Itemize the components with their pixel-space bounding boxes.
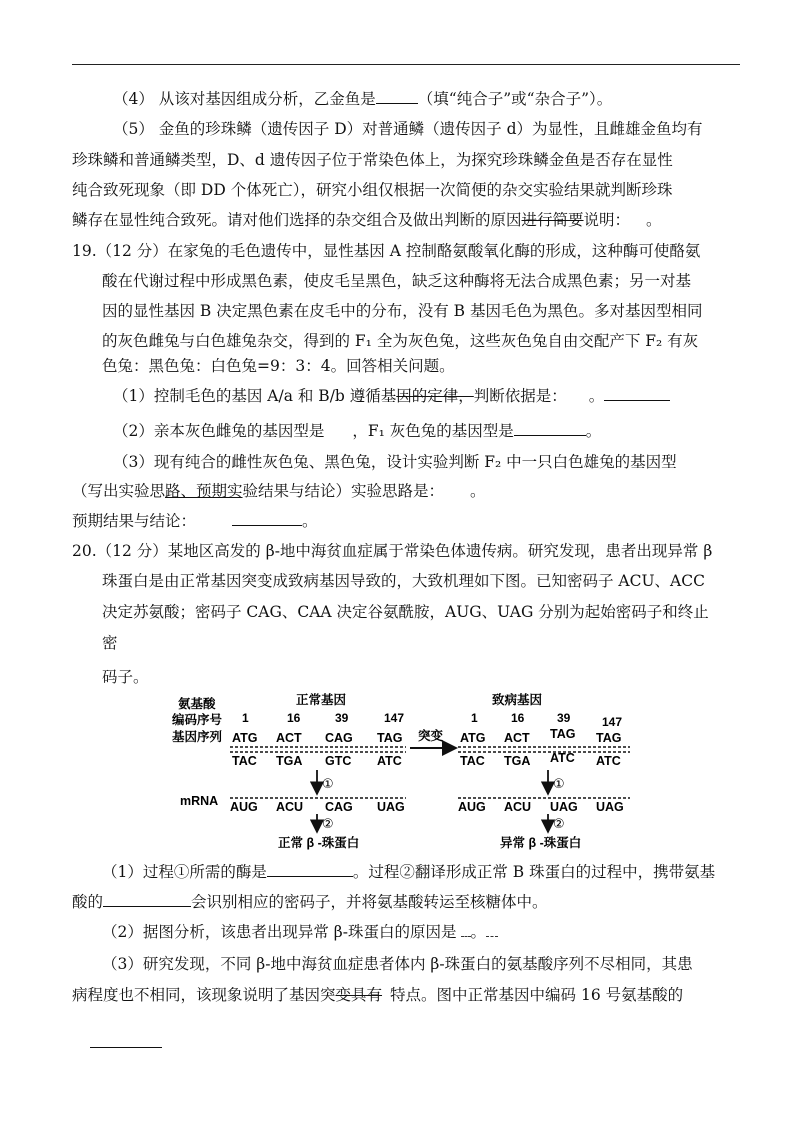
pos-normal-147: 147 xyxy=(384,711,405,725)
mutation-label: 突变 xyxy=(418,729,444,743)
q20-sub1-line2: 酸的 会识别相应的密码子，并将氨基酸转运至核糖体中。 xyxy=(72,893,548,911)
q18-part4: （4） 从该对基因组成分析，乙金鱼是 （填“纯合子”或“杂合子”）。 xyxy=(113,90,613,108)
q20-sub1-line1: （1）过程①所需的酶是 。过程②翻译形成正常 B 珠蛋白的过程中，携带氨基 xyxy=(102,863,716,881)
answer-blank[interactable] xyxy=(232,511,302,526)
pos-mutant-39: 39 xyxy=(557,711,571,725)
q20-stem-line2: 珠蛋白是由正常基因突变成致病基因导致的，大致机理如下图。已知密码子 ACU、ACC xyxy=(102,572,705,590)
q20-sub2: （2）据图分析，该患者出现异常 β-珠蛋白的原因是 。 xyxy=(102,922,498,942)
step2-normal: ② xyxy=(322,816,334,831)
q20-stem-line1: 20.（12 分）某地区高发的 β-地中海贫血症属于常染色体遗传病。研究发现，患者出现异常 β xyxy=(72,542,713,560)
q19-stem-line4: 的灰色雌兔与白色雄兔杂交，得到的 F₁ 全为灰色兔，这些灰色兔自由交配产下 F₂ 有灰 xyxy=(102,332,699,350)
mutant-top-codon: ACT xyxy=(504,731,530,745)
q19-sub1: （1）控制毛色的基因 A/a 和 B/b 遵循基因的定律，判断依据是： 。 xyxy=(113,386,670,406)
q19-stem-line1: 19.（12 分）在家兔的毛色遗传中，显性基因 A 控制酪氨酸氧化酶的形成，这种酶可使酪氨 xyxy=(72,242,701,260)
q19-stem-line2: 酸在代谢过程中形成黑色素，使皮毛呈黑色，缺乏这种酶将无法合成黑色素；另一对基 xyxy=(102,272,692,290)
answer-blank[interactable] xyxy=(376,89,418,104)
pos-normal-39: 39 xyxy=(335,711,349,725)
step1-normal: ① xyxy=(322,776,334,791)
q19-sub3-line3: 预期结果与结论： 。 xyxy=(72,512,318,530)
mutant-mrna-codon: UAG xyxy=(550,800,578,814)
q19-stem-line3: 因的显性基因 B 决定黑色素在皮毛中的分布，没有 B 基因毛色为黑色。多对基因型相同 xyxy=(102,302,703,320)
mutant-bottom-codon: ATC xyxy=(550,751,575,765)
answer-blank[interactable] xyxy=(324,422,352,436)
mutant-bottom-codon: TAC xyxy=(460,754,485,768)
mutant-bottom-codon: ATC xyxy=(596,754,621,768)
q18-part5-line3: 纯合致死现象（即 DD 个体死亡），研究小组仅根据一次简便的杂交实验结果就判断珍珠 xyxy=(72,181,673,199)
mutant-gene-title: 致病基因 xyxy=(492,693,543,707)
pos-mutant-16: 16 xyxy=(511,711,525,725)
answer-blank[interactable] xyxy=(103,892,191,907)
footnote-rule xyxy=(90,1047,162,1048)
q18-part5-line1: （5） 金鱼的珍珠鳞（遗传因子 D）对普通鳞（遗传因子 d）为显性，且雌雄金鱼均有 xyxy=(113,120,703,138)
step2-mutant: ② xyxy=(553,816,565,831)
normal-top-codon: CAG xyxy=(325,731,353,745)
mutant-mrna-codon: UAG xyxy=(596,800,624,814)
normal-bottom-codon: TAC xyxy=(232,754,257,768)
pos-normal-16: 16 xyxy=(287,711,301,725)
q18-part5-line4: 鳞存在显性纯合致死。请对他们选择的杂交组合及做出判断的原因进行简要说明： 。 xyxy=(72,211,662,229)
q20-stem-line4: 密 xyxy=(102,634,118,652)
answer-blank[interactable] xyxy=(514,421,586,436)
q19-stem-line5: 色兔：黑色兔：白色兔=9：3：4。回答相关问题。 xyxy=(102,357,455,375)
answer-blank[interactable] xyxy=(604,386,670,401)
q18-part5-line2: 珍珠鳞和普通鳞类型，D、d 遗传因子位于常染色体上，为探究珍珠鳞金鱼是否存在显性 xyxy=(72,151,673,169)
gene-mutation-figure xyxy=(170,690,640,852)
q19-sub3-line2: （写出实验思路、预期实验结果与结论）实验思路是： 。 xyxy=(72,482,486,500)
normal-protein-label: 正常 β -珠蛋白 xyxy=(278,836,360,850)
label-mrna: mRNA xyxy=(180,794,219,808)
q19-sub2: （2）亲本灰色雌兔的基因型是 ，F₁ 灰色兔的基因型是 。 xyxy=(113,422,602,440)
mutant-top-codon: ATG xyxy=(460,731,486,745)
pos-mutant-1: 1 xyxy=(471,711,478,725)
normal-gene-title: 正常基因 xyxy=(296,693,347,707)
label-code-number: 编码序号 xyxy=(172,713,223,727)
pos-mutant-147: 147 xyxy=(602,715,623,729)
normal-bottom-codon: GTC xyxy=(325,754,352,768)
q20-stem-line5: 码子。 xyxy=(102,668,149,686)
normal-bottom-codon: ATC xyxy=(377,754,402,768)
pos-normal-1: 1 xyxy=(242,711,249,725)
mutant-mrna-codon: ACU xyxy=(504,800,532,814)
normal-top-codon: ACT xyxy=(276,731,302,745)
mutant-top-codon: TAG xyxy=(550,727,576,741)
q20-sub3-line2: 病程度也不相同，该现象说明了基因突变具有 特点。图中正常基因中编码 16 号氨基酸的 xyxy=(72,986,684,1004)
normal-mrna-codon: UAG xyxy=(377,800,405,814)
normal-bottom-codon: TGA xyxy=(276,754,303,768)
normal-top-codon: TAG xyxy=(377,731,403,745)
header-rule xyxy=(72,64,740,65)
answer-blank[interactable] xyxy=(267,862,353,877)
q20-stem-line3: 决定苏氨酸；密码子 CAG、CAA 决定谷氨酰胺，AUG、UAG 分别为起始密码子和终止 xyxy=(102,603,709,621)
mutant-top-codon: TAG xyxy=(596,731,622,745)
q19-sub3-line1: （3）现有纯合的雌性灰色兔、黑色兔，设计实验判断 F₂ 中一只白色雄兔的基因型 xyxy=(113,453,677,471)
normal-mrna-codon: ACU xyxy=(276,800,304,814)
mutant-bottom-codon: TGA xyxy=(504,754,531,768)
mutant-mrna-codon: AUG xyxy=(458,800,486,814)
label-amino-acid: 氨基酸 xyxy=(178,697,216,711)
step1-mutant: ① xyxy=(553,776,565,791)
normal-mrna-codon: CAG xyxy=(325,800,353,814)
label-gene-sequence: 基因序列 xyxy=(172,730,223,744)
normal-top-codon: ATG xyxy=(232,731,258,745)
q20-sub3-line1: （3）研究发现，不同 β-地中海贫血症患者体内 β-珠蛋白的氨基酸序列不尽相同，其患 xyxy=(102,955,693,973)
abnormal-protein-label: 异常 β -珠蛋白 xyxy=(500,836,582,850)
normal-mrna-codon: AUG xyxy=(230,800,258,814)
